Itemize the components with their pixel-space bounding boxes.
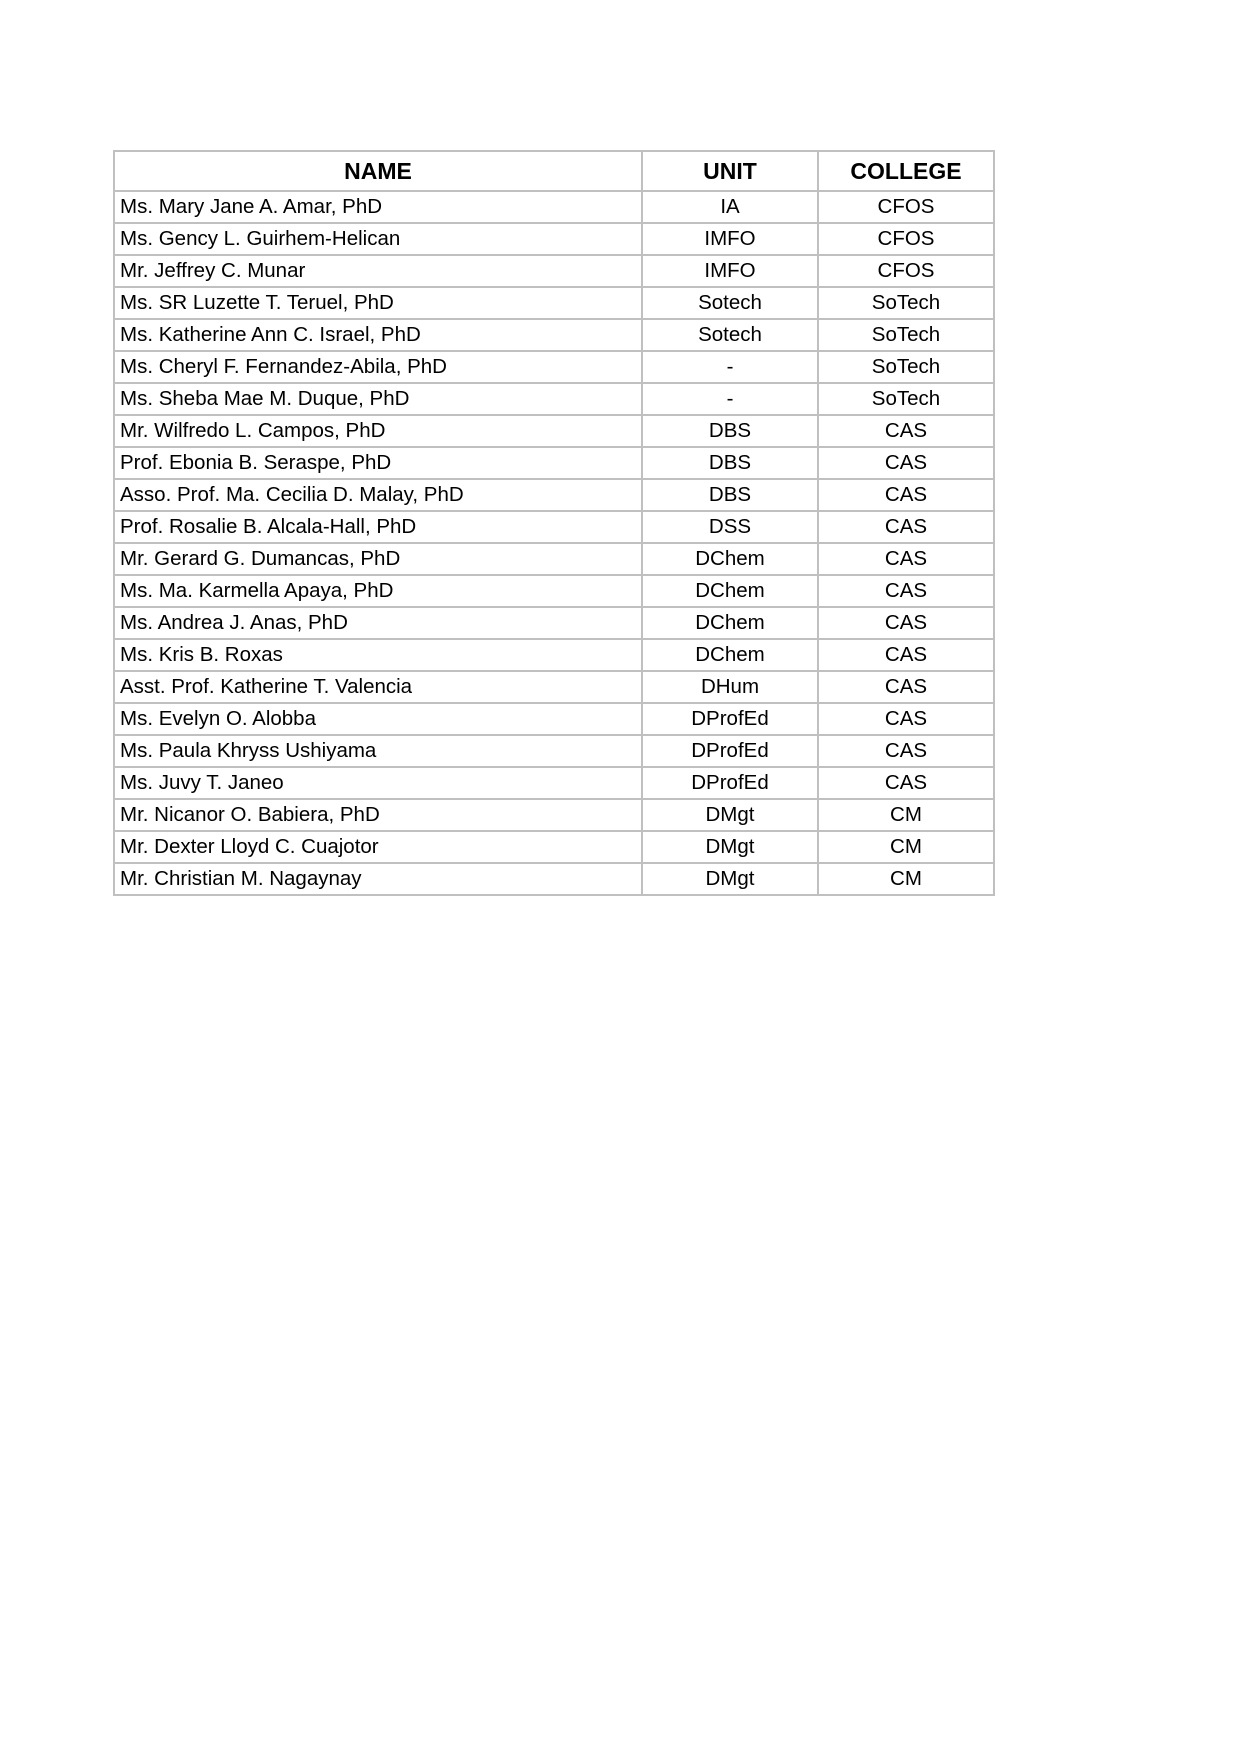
unit-cell: DProfEd	[642, 735, 818, 767]
unit-cell: DMgt	[642, 831, 818, 863]
name-cell: Ms. SR Luzette T. Teruel, PhD	[114, 287, 642, 319]
unit-cell: DChem	[642, 543, 818, 575]
name-cell: Ms. Paula Khryss Ushiyama	[114, 735, 642, 767]
table-row	[114, 319, 994, 351]
table-row	[114, 639, 994, 671]
college-cell: CAS	[818, 511, 994, 543]
table-row	[114, 767, 994, 799]
table-row	[114, 287, 994, 319]
unit-cell: DHum	[642, 671, 818, 703]
table-row	[114, 479, 994, 511]
unit-cell: DSS	[642, 511, 818, 543]
table-row	[114, 447, 994, 479]
table-row	[114, 671, 994, 703]
college-cell: CAS	[818, 607, 994, 639]
college-cell: CAS	[818, 447, 994, 479]
unit-cell: DMgt	[642, 799, 818, 831]
name-cell: Mr. Christian M. Nagaynay	[114, 863, 642, 895]
document-page	[113, 150, 995, 896]
unit-cell: DChem	[642, 575, 818, 607]
name-cell: Ms. Gency L. Guirhem-Helican	[114, 223, 642, 255]
table-row	[114, 191, 994, 223]
college-cell: SoTech	[818, 319, 994, 351]
college-cell: CAS	[818, 543, 994, 575]
college-cell: CFOS	[818, 223, 994, 255]
name-cell: Ms. Katherine Ann C. Israel, PhD	[114, 319, 642, 351]
name-cell: Ms. Andrea J. Anas, PhD	[114, 607, 642, 639]
college-cell: SoTech	[818, 287, 994, 319]
unit-cell: DProfEd	[642, 703, 818, 735]
unit-cell: DChem	[642, 639, 818, 671]
unit-cell: IA	[642, 191, 818, 223]
college-cell: CAS	[818, 703, 994, 735]
college-cell: CAS	[818, 639, 994, 671]
college-cell: CAS	[818, 575, 994, 607]
name-cell: Mr. Jeffrey C. Munar	[114, 255, 642, 287]
unit-column-header: UNIT	[642, 151, 818, 191]
name-cell: Ms. Mary Jane A. Amar, PhD	[114, 191, 642, 223]
college-cell: CFOS	[818, 191, 994, 223]
name-cell: Mr. Wilfredo L. Campos, PhD	[114, 415, 642, 447]
unit-cell: DBS	[642, 479, 818, 511]
unit-cell: DProfEd	[642, 767, 818, 799]
college-cell: CAS	[818, 671, 994, 703]
college-cell: CM	[818, 799, 994, 831]
college-cell: CM	[818, 863, 994, 895]
table-row	[114, 255, 994, 287]
roster-table	[113, 150, 995, 896]
college-cell: CAS	[818, 415, 994, 447]
header-row	[114, 151, 994, 191]
name-cell: Ms. Cheryl F. Fernandez-Abila, PhD	[114, 351, 642, 383]
name-cell: Prof. Rosalie B. Alcala-Hall, PhD	[114, 511, 642, 543]
table-row	[114, 735, 994, 767]
name-cell: Prof. Ebonia B. Seraspe, PhD	[114, 447, 642, 479]
name-column-header: NAME	[114, 151, 642, 191]
unit-cell: -	[642, 351, 818, 383]
table-row	[114, 607, 994, 639]
name-cell: Ms. Evelyn O. Alobba	[114, 703, 642, 735]
name-cell: Asso. Prof. Ma. Cecilia D. Malay, PhD	[114, 479, 642, 511]
name-cell: Ms. Juvy T. Janeo	[114, 767, 642, 799]
name-cell: Mr. Dexter Lloyd C. Cuajotor	[114, 831, 642, 863]
college-cell: CAS	[818, 735, 994, 767]
name-cell: Ms. Sheba Mae M. Duque, PhD	[114, 383, 642, 415]
table-row	[114, 351, 994, 383]
table-row	[114, 703, 994, 735]
table-row	[114, 799, 994, 831]
unit-cell: DBS	[642, 415, 818, 447]
table-row	[114, 383, 994, 415]
table-row	[114, 511, 994, 543]
unit-cell: -	[642, 383, 818, 415]
table-row	[114, 415, 994, 447]
name-cell: Ms. Ma. Karmella Apaya, PhD	[114, 575, 642, 607]
unit-cell: IMFO	[642, 223, 818, 255]
table-row	[114, 543, 994, 575]
unit-cell: Sotech	[642, 287, 818, 319]
table-row	[114, 831, 994, 863]
table-row	[114, 223, 994, 255]
name-cell: Asst. Prof. Katherine T. Valencia	[114, 671, 642, 703]
table-row	[114, 575, 994, 607]
college-cell: SoTech	[818, 351, 994, 383]
college-column-header: COLLEGE	[818, 151, 994, 191]
college-cell: CFOS	[818, 255, 994, 287]
college-cell: CM	[818, 831, 994, 863]
unit-cell: DChem	[642, 607, 818, 639]
unit-cell: DBS	[642, 447, 818, 479]
table-row	[114, 863, 994, 895]
name-cell: Mr. Gerard G. Dumancas, PhD	[114, 543, 642, 575]
unit-cell: Sotech	[642, 319, 818, 351]
college-cell: SoTech	[818, 383, 994, 415]
name-cell: Ms. Kris B. Roxas	[114, 639, 642, 671]
unit-cell: DMgt	[642, 863, 818, 895]
name-cell: Mr. Nicanor O. Babiera, PhD	[114, 799, 642, 831]
unit-cell: IMFO	[642, 255, 818, 287]
table-header	[114, 151, 994, 191]
table-body	[114, 191, 994, 895]
college-cell: CAS	[818, 479, 994, 511]
college-cell: CAS	[818, 767, 994, 799]
